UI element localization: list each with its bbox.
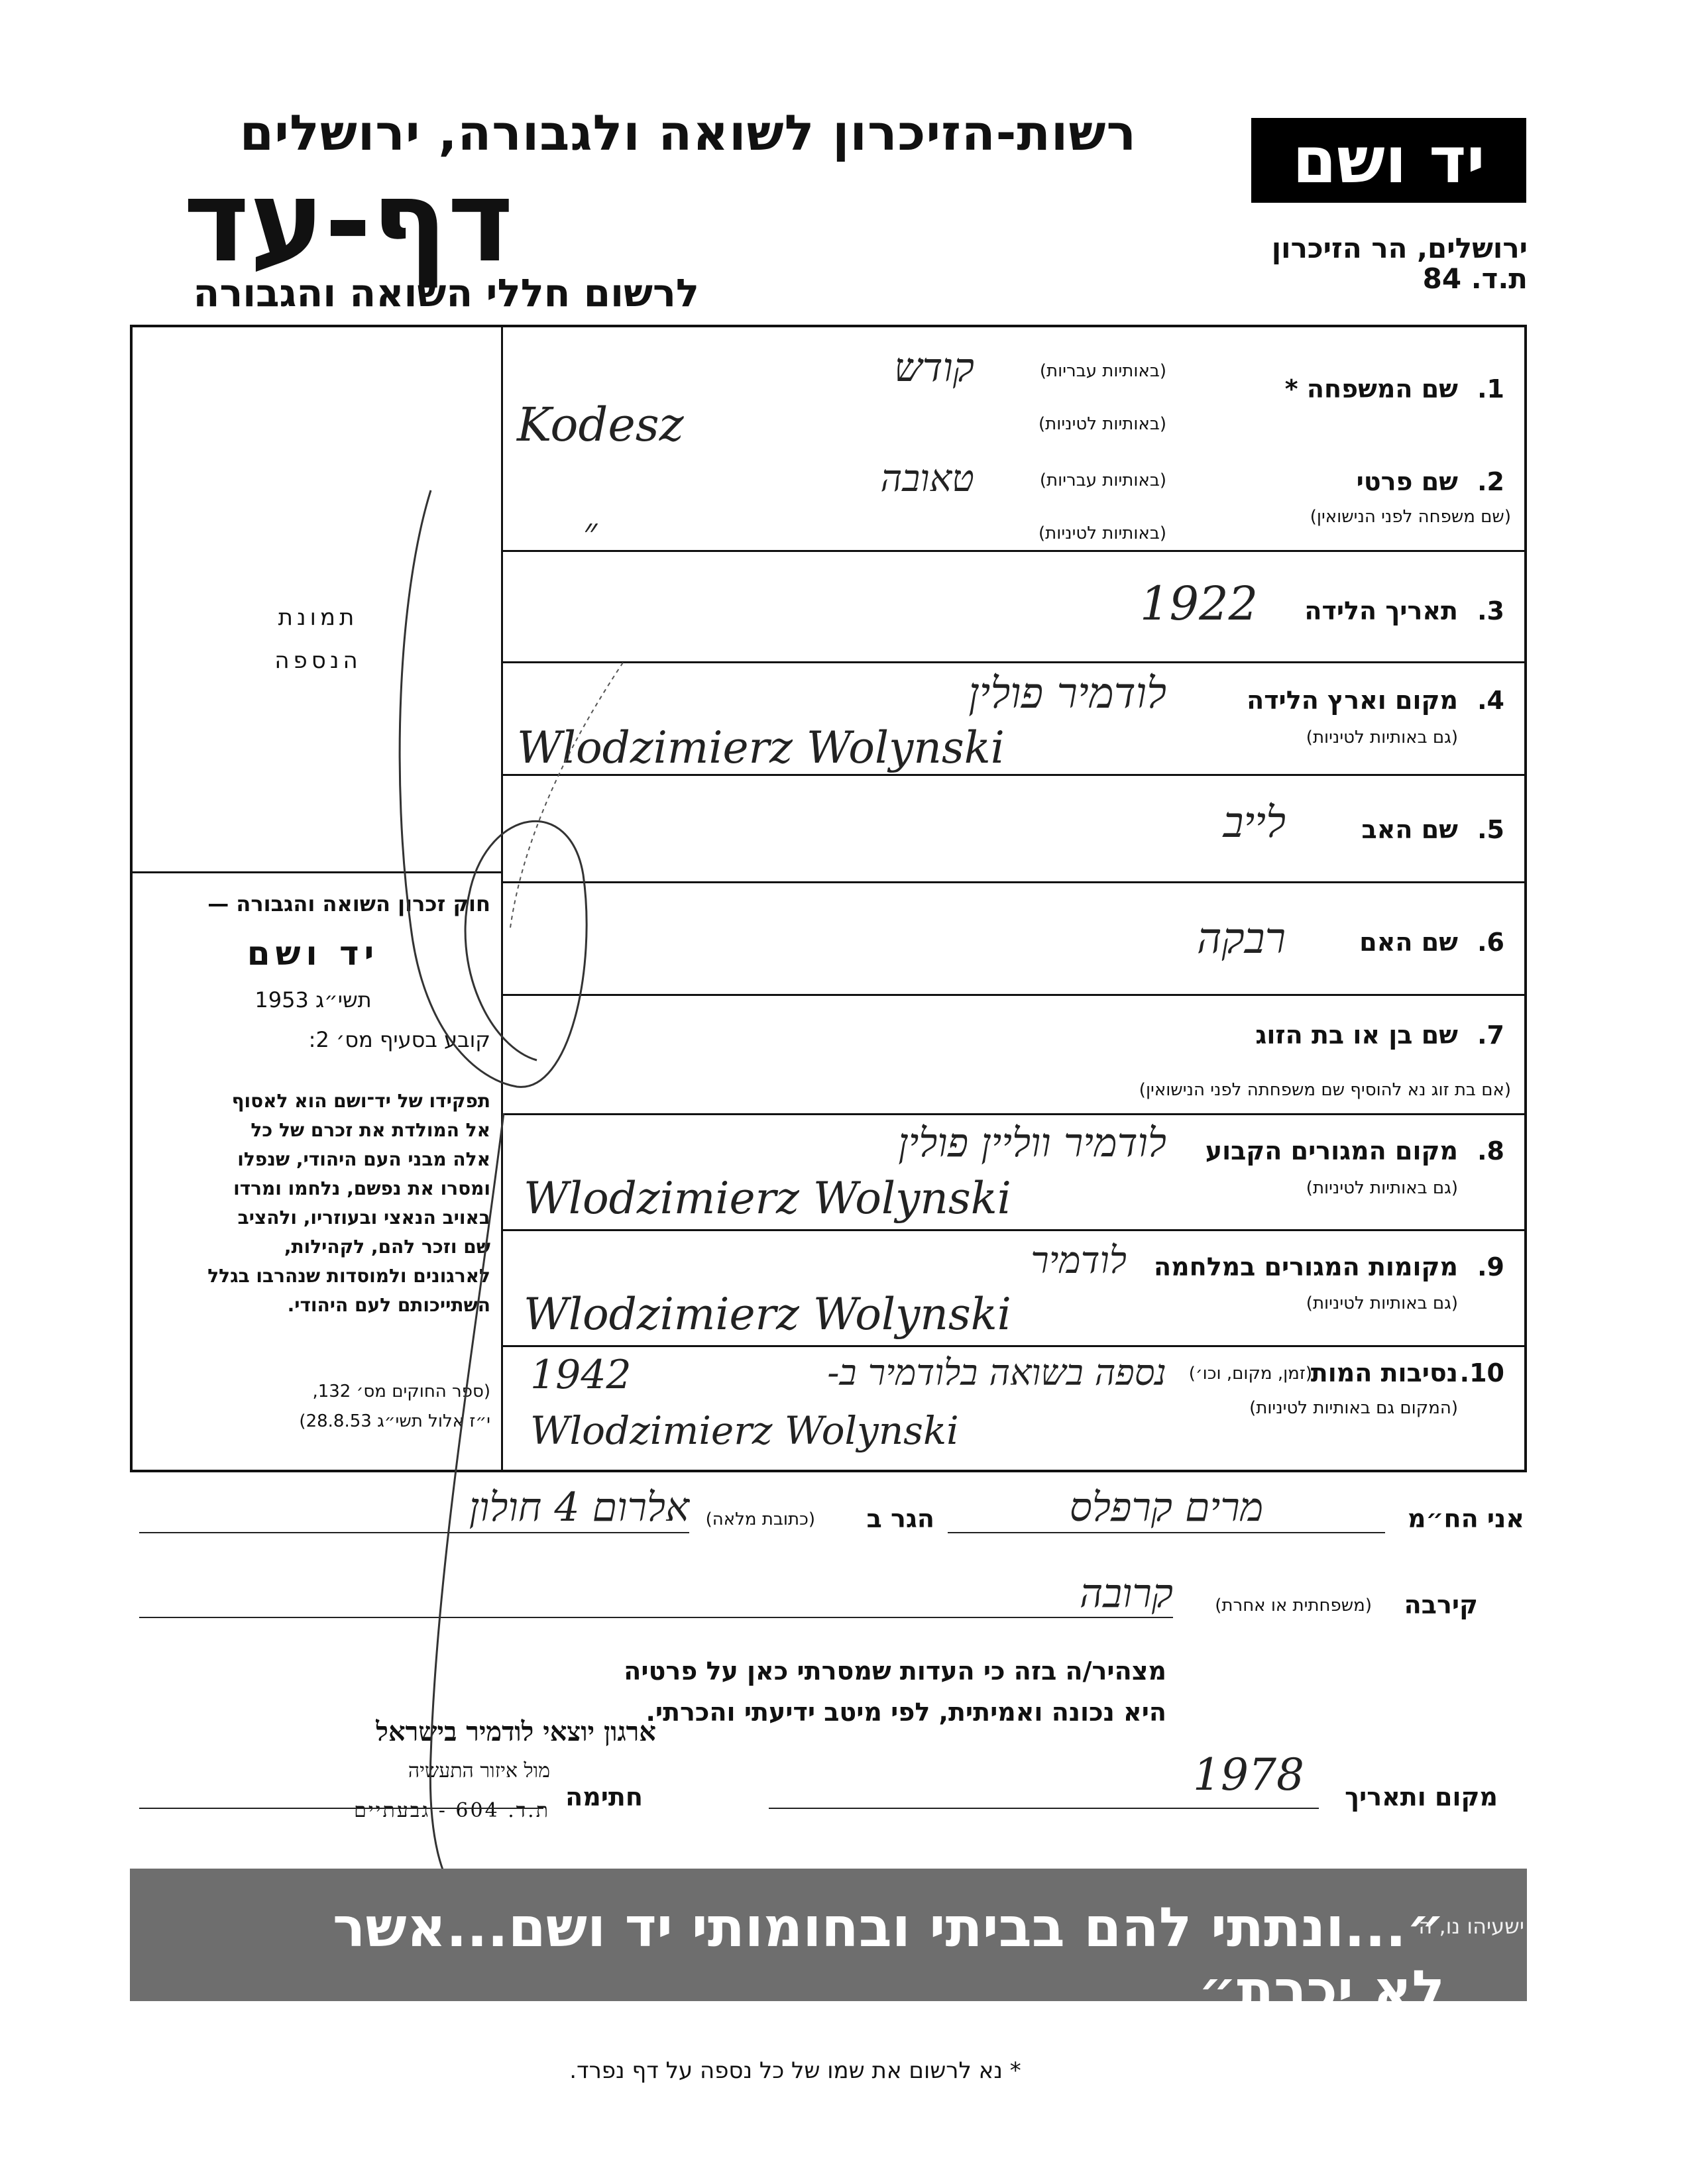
law-ref: (ספר החוקים מס׳ 132, bbox=[312, 1382, 490, 1401]
law-clause: קובע בסעיף מס׳ 2: bbox=[308, 1027, 490, 1052]
photo-placeholder bbox=[252, 596, 384, 682]
latin-hint: (גם באותיות לטיניות) bbox=[1306, 1178, 1458, 1198]
field-label-war-residence: מקומות המגורים במלחמה bbox=[1153, 1252, 1458, 1282]
form-title: דף-עד bbox=[183, 156, 514, 288]
institution-name: רשות-הזיכרון לשואה ולגבורה, ירושלים bbox=[239, 105, 1137, 162]
hebrew-hint: (באותיות עבריות) bbox=[1039, 361, 1166, 381]
field-number: 7. bbox=[1477, 1020, 1504, 1050]
declaration-text: מצהיר/ה בזה כי העדות שמסרתי כאן על פרטיה bbox=[624, 1657, 1166, 1686]
law-line: אלה מבני העם היהודי, שנפלו bbox=[237, 1148, 490, 1170]
birth-date-value[interactable]: 1922 bbox=[1140, 576, 1259, 631]
signature-label: חתימה bbox=[565, 1782, 643, 1812]
latin-hint: (באותיות לטיניות) bbox=[1038, 523, 1166, 543]
death-year-value[interactable]: 1942 bbox=[530, 1352, 632, 1398]
declaration-text: היא נכונה ואמיתית, לפי מיטב ידיעתי והכרתי. bbox=[645, 1698, 1166, 1727]
birthplace-hebrew-value[interactable]: לודמיר פולין bbox=[968, 669, 1166, 718]
place-date-line bbox=[769, 1808, 1319, 1809]
circumstances-latin-note: (המקום גם באותיות לטיניות) bbox=[1249, 1398, 1458, 1418]
latin-hint: (באותיות לטיניות) bbox=[1038, 414, 1166, 434]
field-label-circumstances: נסיבות המות bbox=[1310, 1358, 1458, 1388]
declarant-name-value[interactable]: מרים קרפלס bbox=[1069, 1484, 1264, 1531]
declarant-address-value[interactable]: אלרום 4 חולון bbox=[469, 1484, 689, 1531]
relation-hint: (משפחתית או אחרת) bbox=[1215, 1596, 1372, 1615]
photo-label: תמונת bbox=[278, 604, 359, 631]
residence-hebrew-value[interactable]: לודמיר ווליין פולין bbox=[898, 1120, 1166, 1166]
address-line: ירושלים, הר הזיכרון bbox=[1271, 232, 1528, 264]
law-line: לארגונים ולמוסדות שנהרבו בגלל bbox=[207, 1264, 490, 1287]
law-line: באויב הנאצי ובעוזריו, ולהציב bbox=[237, 1206, 490, 1228]
law-line: השתייכותם לעם היהודי. bbox=[287, 1293, 490, 1316]
field-number: 1. bbox=[1477, 374, 1504, 404]
mother-name-value[interactable]: רבקה bbox=[1196, 914, 1286, 963]
name-line bbox=[948, 1532, 1385, 1533]
organization-stamp-address: מול איזור התעשיה bbox=[408, 1759, 550, 1782]
maiden-name-note: (שם משפחה לפני הנישואין) bbox=[1310, 507, 1511, 527]
place-date-label: מקום ותאריך bbox=[1345, 1782, 1498, 1812]
field-number: 5. bbox=[1477, 815, 1504, 844]
field-label-residence: מקום המגורים הקבוע bbox=[1205, 1136, 1458, 1166]
banner-quote: ״...ונתתי להם בביתי ובחומותי יד ושם...אשר לא יכרת״ bbox=[333, 1896, 1445, 2022]
circumstances-latin-value[interactable]: Wlodzimierz Wolynski bbox=[530, 1408, 959, 1453]
address-block bbox=[1219, 233, 1528, 294]
declarant-prefix: אני הח״מ bbox=[1408, 1504, 1524, 1533]
surname-latin-value[interactable]: Kodesz bbox=[517, 398, 684, 452]
field-number: 3. bbox=[1477, 596, 1504, 626]
organization-stamp-name: ארגון יוצאי לודמיר בישראל bbox=[376, 1716, 656, 1747]
banner-source: ישעיהו נו, ה bbox=[1418, 1914, 1524, 1939]
law-line: ומסרו את נפשם, נלחמו ומרדו bbox=[233, 1177, 490, 1199]
field-number: 10. bbox=[1459, 1358, 1504, 1388]
lives-at-label: הגר ב bbox=[866, 1504, 934, 1533]
field-number: 2. bbox=[1477, 467, 1504, 496]
signature-scrawl bbox=[371, 464, 742, 1922]
war-residence-hebrew-value[interactable]: לודמיר bbox=[1031, 1239, 1127, 1282]
relation-value[interactable]: קרובה bbox=[1079, 1570, 1173, 1617]
law-title: חוק זכרון השואה והגבורה — bbox=[207, 891, 490, 916]
relation-label: קירבה bbox=[1404, 1590, 1478, 1619]
spouse-note: (אם בת זוג נא להוסיף שם משפחתה לפני הנישואין) bbox=[1139, 1080, 1511, 1100]
latin-hint: (גם באותיות לטיניות) bbox=[1306, 1293, 1458, 1313]
first-name-latin-value[interactable]: ״ bbox=[583, 510, 598, 553]
field-label-birthplace: מקום וארץ הלידה bbox=[1247, 686, 1458, 715]
father-name-value[interactable]: לייב bbox=[1223, 798, 1286, 847]
first-name-hebrew-value[interactable]: טאובה bbox=[880, 457, 974, 500]
birthplace-latin-value[interactable]: Wlodzimierz Wolynski bbox=[517, 722, 1005, 773]
place-date-value[interactable]: 1978 bbox=[1193, 1749, 1304, 1800]
footnote: * נא לרשום את שמו של כל נספה על דף נפרד. bbox=[569, 2057, 1021, 2084]
po-box: ת.ד. 84 bbox=[1422, 262, 1528, 296]
field-number: 9. bbox=[1477, 1252, 1504, 1282]
field-label-mother: שם האם bbox=[1359, 928, 1458, 957]
surname-hebrew-value[interactable]: קודש bbox=[894, 345, 974, 391]
field-label-birth-date: תאריך הלידה bbox=[1304, 596, 1458, 626]
law-name: יד ושם bbox=[247, 934, 380, 973]
field-label-father: שם האב bbox=[1361, 815, 1458, 844]
law-line: אל המולדת את זכרם של כל bbox=[251, 1119, 490, 1141]
latin-hint: (גם באותיות לטיניות) bbox=[1306, 728, 1458, 747]
field-number: 4. bbox=[1477, 686, 1504, 715]
field-label-surname: שם המשפחה * bbox=[1284, 374, 1458, 404]
war-residence-latin-value[interactable]: Wlodzimierz Wolynski bbox=[524, 1289, 1011, 1340]
law-line: שם וזכר להם, לקהילות, bbox=[284, 1235, 490, 1258]
residence-latin-value[interactable]: Wlodzimierz Wolynski bbox=[524, 1173, 1011, 1224]
law-year: תשי״ג 1953 bbox=[254, 987, 372, 1012]
form-subtitle: לרשום חללי השואה והגבורה bbox=[193, 270, 699, 315]
circumstances-note: (זמן, מקום, וכו׳) bbox=[1188, 1364, 1312, 1384]
organization-stamp-pobox: ת.ד. 604 - גבעתיים bbox=[354, 1799, 550, 1822]
field-label-first-name: שם פרטי bbox=[1356, 467, 1458, 496]
law-ref: י״ז אלול תשי״ג 28.8.53) bbox=[299, 1411, 490, 1431]
circumstances-hebrew-value[interactable]: נספה בשואה בלודמיר ב- bbox=[827, 1352, 1166, 1393]
hebrew-hint: (באותיות עבריות) bbox=[1039, 470, 1166, 490]
full-address-hint: (כתובת מלאה) bbox=[705, 1509, 815, 1529]
law-line: תפקידו של יד־ושם הוא לאסוף bbox=[231, 1090, 490, 1112]
field-number: 6. bbox=[1477, 928, 1504, 957]
field-number: 8. bbox=[1477, 1136, 1504, 1166]
field-label-spouse: שם בן או בת הזוג bbox=[1255, 1020, 1458, 1050]
yad-vashem-logo: יד ושם bbox=[1251, 118, 1526, 203]
photo-label: הנספה bbox=[274, 647, 362, 674]
